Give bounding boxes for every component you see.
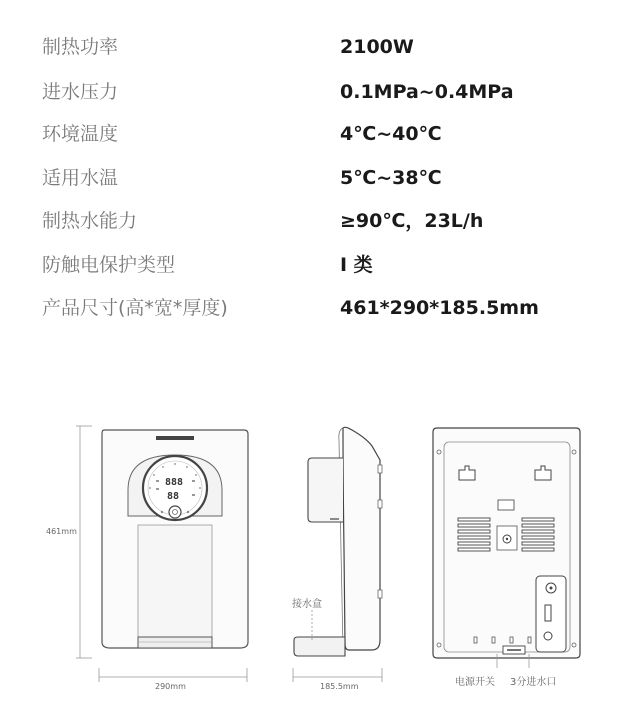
spec-value: 2100W: [340, 36, 414, 58]
spec-row-heating-power: [0, 29, 618, 65]
front-view: [46, 426, 248, 691]
water-inlet-label: 3分进水口: [510, 677, 557, 688]
spec-row-inlet-pressure: [0, 74, 618, 110]
product-drawing: [0, 400, 618, 720]
dispense-button: [169, 506, 181, 518]
spec-row-dimensions: [0, 290, 618, 326]
spec-value: 461*290*185.5mm: [340, 297, 539, 319]
width-dim-label: 290mm: [155, 682, 186, 691]
depth-dimension: [293, 668, 382, 682]
display-digits-top: 888: [165, 477, 184, 488]
power-switch-label: 电源开关: [455, 677, 495, 688]
spec-row-ambient-temperature: [0, 116, 618, 152]
display-digits-bottom: 88: [167, 491, 180, 502]
spec-label: 环境温度: [42, 123, 119, 145]
spec-row-shock-protection: [0, 247, 618, 283]
spec-value: ≥90℃，23L/h: [340, 210, 484, 232]
spec-label: 产品尺寸(高*宽*厚度): [42, 297, 228, 319]
spec-label: 防触电保护类型: [42, 254, 176, 276]
drip-tray-front: [138, 637, 212, 648]
spec-row-heating-capacity: [0, 203, 618, 239]
spec-label: 进水压力: [42, 81, 119, 103]
spec-label: 制热水能力: [42, 210, 138, 232]
spec-row-water-temperature: [0, 160, 618, 196]
width-dimension: [99, 668, 247, 682]
side-view: [292, 427, 382, 691]
rear-view: [433, 428, 580, 688]
side-display-head: [308, 458, 343, 522]
dispense-cavity: [138, 525, 212, 637]
drip-tray-side: [294, 637, 345, 656]
spec-label: 制热功率: [42, 36, 119, 58]
drip-tray-label: 接水盒: [292, 599, 322, 610]
side-body: [343, 427, 380, 650]
depth-dim-label: 185.5mm: [320, 682, 359, 691]
spec-label: 适用水温: [42, 167, 119, 189]
height-dimension: [76, 426, 92, 658]
brand-logo: [156, 436, 194, 440]
height-dim-label: 461mm: [46, 527, 77, 536]
spec-value: I 类: [340, 254, 373, 276]
spec-value: 0.1MPa~0.4MPa: [340, 81, 514, 103]
spec-value: 4℃~40℃: [340, 123, 442, 145]
spec-value: 5℃~38℃: [340, 167, 442, 189]
